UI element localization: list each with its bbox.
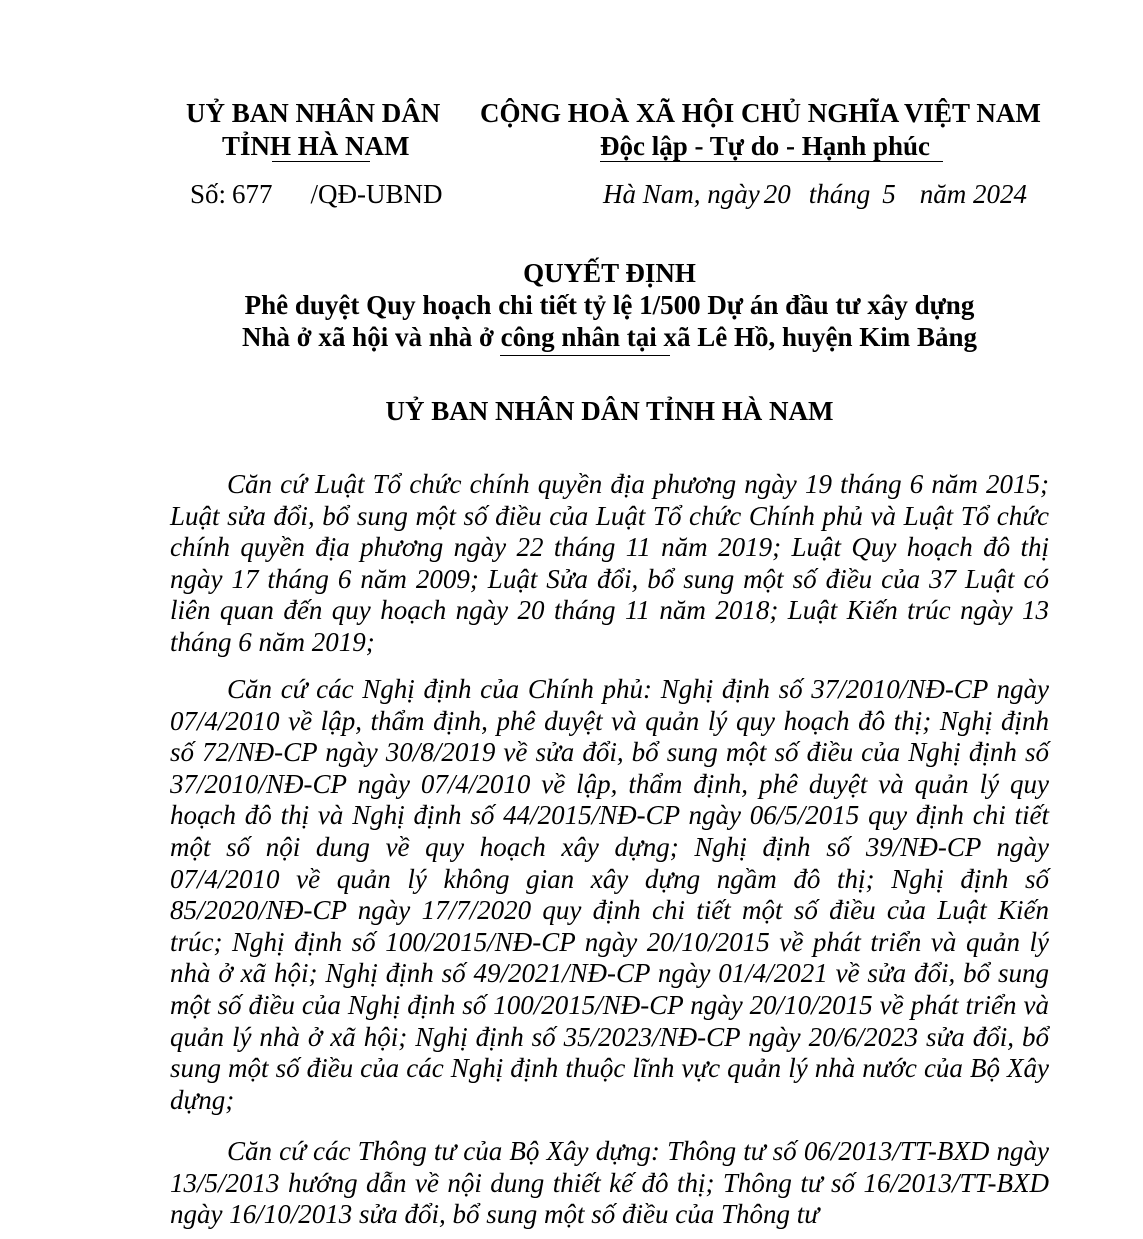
document-number [190, 179, 443, 210]
date-place: Hà Nam, ngày [603, 179, 760, 209]
doc-number-label: Số: [190, 179, 227, 209]
date-month-label: tháng [808, 179, 871, 209]
legal-basis-paragraph-1 [170, 469, 1049, 659]
doc-number-value: 677 [232, 179, 273, 209]
agency-name-line1: UỶ BAN NHÂN DÂN [186, 98, 441, 128]
motto-underline [600, 161, 943, 162]
title-underline [500, 355, 670, 356]
doc-number-suffix: /QĐ-UBND [310, 179, 443, 209]
paragraph-text: Căn cứ các Nghị định của Chính phủ: Nghị định số 37/2010/NĐ-CP ngày 07/4/2010 về lập, thẩm định, phê duyệt và quản lý quy hoạch đô thị; Nghị định số 72/NĐ-CP ngày 30/8/2019 về sửa đổi, bổ sung một số điều của Nghị định số 37/2010/NĐ-CP ngày 07/4/2010 về lập, thẩm định, phê duyệt và quản lý quy hoạch đô thị và Nghị định số 44/2015/NĐ-CP ngày 06/5/2015 quy định chi tiết một số nội dung về quy hoạch xây dựng; Nghị định số 39/NĐ-CP ngày 07/4/2010 về quản lý không gian xây dựng ngầm đô thị; Nghị định số 85/2020/NĐ-CP ngày 17/7/2020 quy định chi tiết một số điều của Luật Kiến trúc; Nghị định số 100/2015/NĐ-CP ngày 20/10/2015 về phát triển và quản lý nhà ở xã hội; Nghị định số 49/2021/NĐ-CP ngày 01/4/2021 về sửa đổi, bổ sung một số điều của Nghị định số 100/2015/NĐ-CP ngày 20/10/2015 về phát triển và quản lý nhà ở xã hội; Nghị định số 35/2023/NĐ-CP ngày 20/6/2023 sửa đổi, bổ sung một số điều của các Nghị định thuộc lĩnh vực quản lý nhà nước của Bộ Xây dựng; [170, 674, 1049, 1115]
national-title: CỘNG HOÀ XÃ HỘI CHỦ NGHĨA VIỆT NAM [480, 98, 1041, 128]
agency-name-line2: TỈNH HÀ NAM [222, 131, 410, 161]
legal-basis-paragraph-2 [170, 674, 1049, 1116]
decision-subtitle-line2: Nhà ở xã hội và nhà ở công nhân tại xã Lê Hồ, huyện Kim Bảng [241, 322, 978, 352]
issuing-authority: UỶ BAN NHÂN DÂN TỈNH HÀ NAM [385, 396, 834, 426]
date-day: 20 [763, 179, 791, 209]
agency-underline [272, 161, 370, 162]
paragraph-text: Căn cứ Luật Tổ chức chính quyền địa phương ngày 19 tháng 6 năm 2015; Luật sửa đổi, bổ sung một số điều của Luật Tổ chức Chính phủ và Luật Tổ chức chính quyền địa phương ngày 22 tháng 11 năm 2019; Luật Quy hoạch đô thị ngày 17 tháng 6 năm 2009; Luật Sửa đổi, bổ sung một số điều của 37 Luật có liên quan đến quy hoạch ngày 20 tháng 11 năm 2018; Luật Kiến trúc ngày 13 tháng 6 năm 2019; [170, 469, 1049, 657]
paragraph-text: Căn cứ các Thông tư của Bộ Xây dựng: Thông tư số 06/2013/TT-BXD ngày 13/5/2013 hướng dẫn về nội dung thiết kế đô thị; Thông tư số 16/2013/TT-BXD ngày 16/10/2013 sửa đổi, bổ sung một số điều của Thông tư [170, 1136, 1049, 1230]
legal-basis-paragraph-3 [170, 1136, 1049, 1231]
decision-title: QUYẾT ĐỊNH [523, 258, 696, 288]
national-motto: Độc lập - Tự do - Hạnh phúc [600, 131, 931, 161]
date-month: 5 [882, 179, 896, 209]
date-year: năm 2024 [919, 179, 1028, 209]
decision-subtitle-line1: Phê duyệt Quy hoạch chi tiết tỷ lệ 1/500 Dự án đầu tư xây dựng [244, 290, 975, 320]
date-line [603, 179, 1027, 210]
